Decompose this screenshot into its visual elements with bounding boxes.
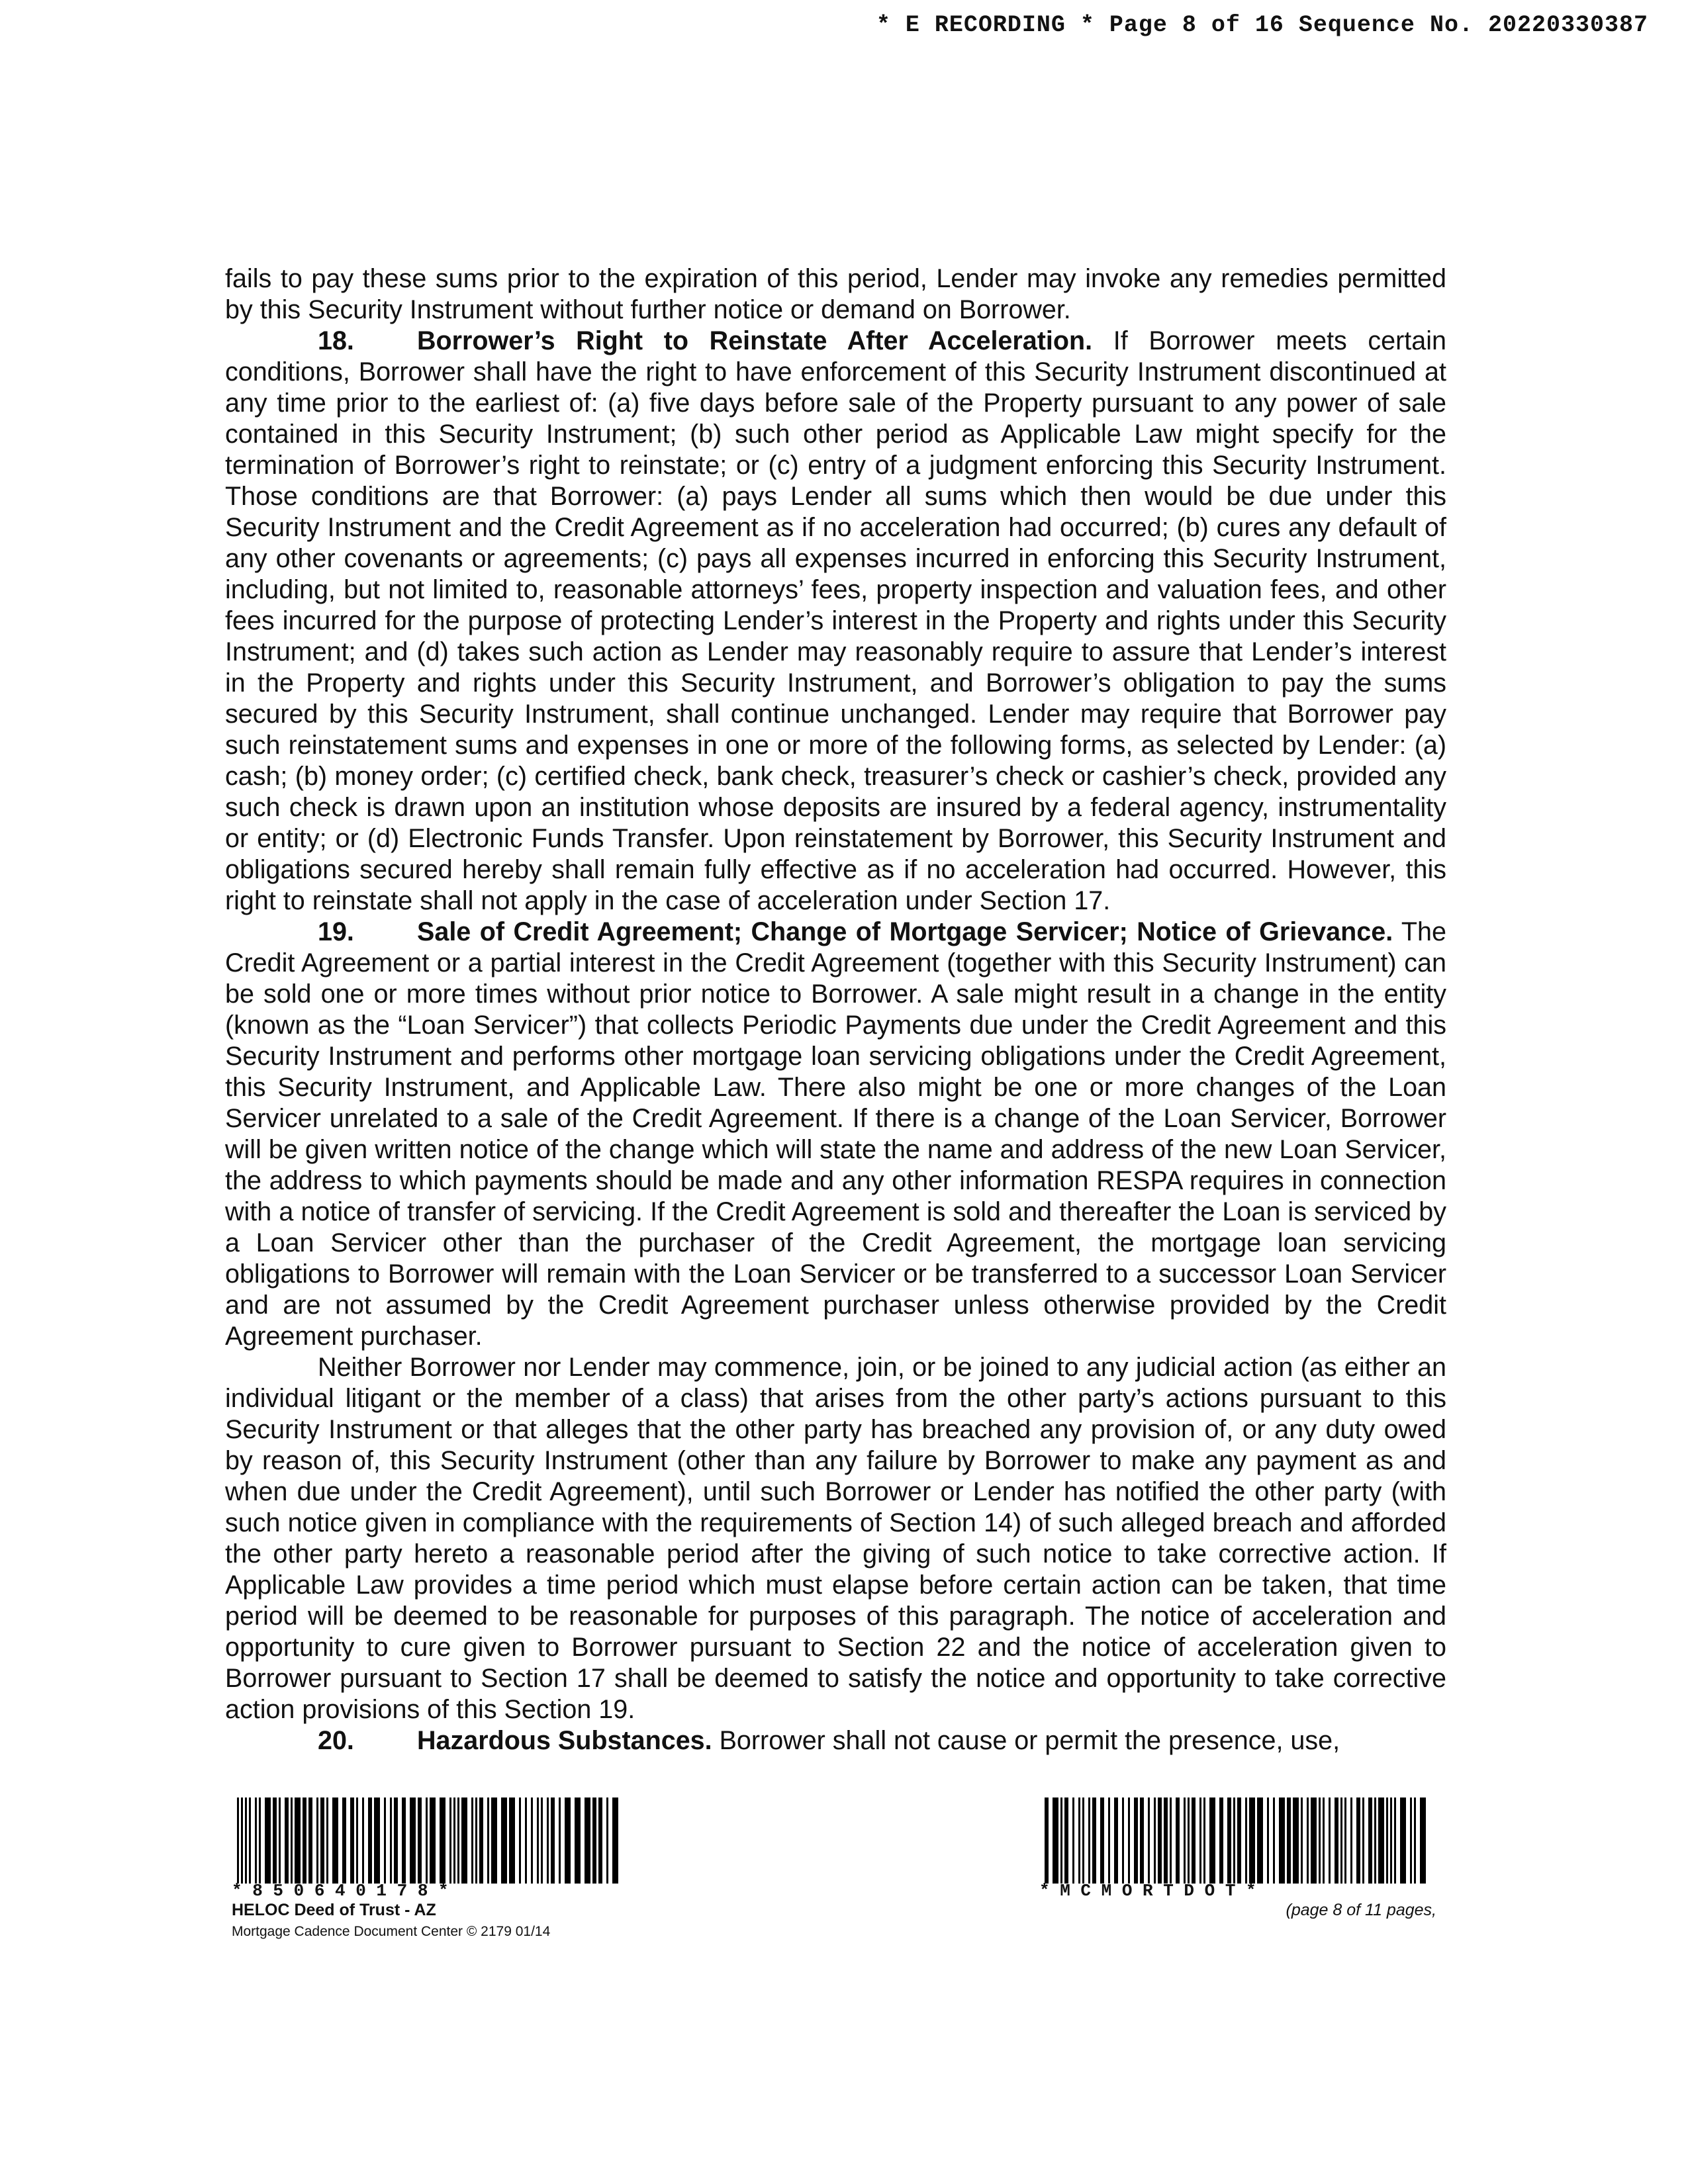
barcode-bar xyxy=(487,1797,489,1884)
barcode-bar xyxy=(491,1797,497,1884)
barcode-bar xyxy=(1060,1797,1062,1884)
barcode-bar xyxy=(525,1797,527,1884)
barcode-bar xyxy=(1184,1797,1186,1884)
barcode-bar xyxy=(440,1797,445,1884)
barcode-bar xyxy=(1128,1797,1130,1884)
barcode-bar xyxy=(1249,1797,1255,1884)
barcode-bar xyxy=(1245,1797,1247,1884)
barcode-bar xyxy=(1140,1797,1144,1884)
barcode-bar xyxy=(390,1797,392,1884)
section-19-text: The Credit Agreement or a partial interest in the Credit Agreement (together with this Security Instrument) can be sold one or more times without prior notice to Borrower. A sale might result in a change in the entity (known as the “Loan Servicer”) that collects Periodic Payments due under the Credit Agreement and this Security Instrument and performs other mortgage loan servicing obligations under the Credit Agreement, this Security Instrument, and Applicable Law. There also might be one or more changes of the Loan Servicer unrelated to a sale of the Credit Agreement. If there is a change of the Loan Servicer, Borrower will be given written notice of the change which will state the name and address of the new Loan Servicer, the address to which payments should be made and any other information RESPA requires in connection with a notice of transfer of servicing. If the Credit Agreement is sold and thereafter the Loan is serviced by a Loan Servicer other than the purchaser of the Credit Agreement, the mortgage loan servicing obligations to Borrower will remain with the Loan Servicer or be transferred to a successor Loan Servicer and are not assumed by the Credit Agreement purchaser unless otherwise provided by the Credit Agreement purchaser. xyxy=(225,917,1446,1351)
barcode-bar xyxy=(547,1797,549,1884)
barcode-bar xyxy=(320,1797,324,1884)
barcode-bar xyxy=(1199,1797,1201,1884)
barcode-bar xyxy=(606,1797,608,1884)
barcode-bar xyxy=(1410,1797,1412,1884)
barcode-bar xyxy=(1114,1797,1118,1884)
barcode-bar xyxy=(1203,1797,1205,1884)
section-18-heading: Borrower’s Right to Reinstate After Acceleration. xyxy=(417,326,1093,355)
barcode-right-graphic xyxy=(1039,1797,1436,1884)
barcode-bar xyxy=(308,1797,312,1884)
barcode-bar xyxy=(410,1797,416,1884)
barcode-bar xyxy=(519,1797,521,1884)
barcode-bar xyxy=(1164,1797,1168,1884)
barcode-left-text: * 8 5 0 6 4 0 1 7 8 * xyxy=(232,1881,449,1901)
barcode-bar xyxy=(1122,1797,1124,1884)
barcode-bar xyxy=(342,1797,346,1884)
barcode-bar xyxy=(255,1797,257,1884)
footer-left xyxy=(232,1797,629,1940)
footer-right xyxy=(1039,1797,1436,1920)
barcode-bar xyxy=(1267,1797,1269,1884)
section-19 xyxy=(225,917,1446,1352)
barcode-bar xyxy=(418,1797,422,1884)
barcode-bar xyxy=(1176,1797,1180,1884)
barcode-bar xyxy=(1154,1797,1156,1884)
barcode-bar xyxy=(1301,1797,1303,1884)
barcode-bar xyxy=(1219,1797,1223,1884)
barcode-bar xyxy=(374,1797,380,1884)
paragraph-continuation: fails to pay these sums prior to the expiration of this period, Lender may invoke any remedies permitted by this Security Instrument without further notice or demand on Borrower. xyxy=(225,264,1446,324)
barcode-bar xyxy=(501,1797,507,1884)
barcode-bar xyxy=(1209,1797,1215,1884)
barcode-bar xyxy=(1293,1797,1299,1884)
barcode-bar xyxy=(1064,1797,1068,1884)
barcode-bar xyxy=(598,1797,602,1884)
recording-header: * E RECORDING * Page 8 of 16 Sequence No. 20220330387 xyxy=(876,12,1648,38)
page-note: (page 8 of 11 pages, xyxy=(1286,1901,1436,1919)
section-19-paragraph-2: Neither Borrower nor Lender may commence, join, or be joined to any judicial action (as either an individual litigant or the member of a class) that arises from the other party’s actions pursuant to this Security Instrument or that alleges that the other party has breached any provision of, or any duty owed by reason of, this Security Instrument (other than any failure by Borrower to make any payment as and when due under the Credit Agreement), until such Borrower or Lender has notified the other party (with such notice given in compliance with the requirements of Section 14) of such alleged breach and afforded the other party hereto a reasonable period after the giving of such notice to take corrective action. If Applicable Law provides a time period which must elapse before certain action can be taken, that time period will be deemed to be reasonable for purposes of this paragraph. The notice of acceleration and opportunity to cure given to Borrower pursuant to Section 22 and the notice of acceleration given to Borrower pursuant to Section 17 shall be deemed to satisfy the notice and opportunity to take corrective action provisions of this Section 19. xyxy=(225,1353,1446,1724)
section-20-heading: Hazardous Substances. xyxy=(417,1726,712,1755)
barcode-bar xyxy=(326,1797,328,1884)
barcode-bar xyxy=(265,1797,271,1884)
barcode-bar xyxy=(384,1797,386,1884)
barcode-bar xyxy=(1368,1797,1372,1884)
barcode-bar xyxy=(453,1797,455,1884)
barcode-bar xyxy=(1134,1797,1138,1884)
barcode-bar xyxy=(1350,1797,1352,1884)
section-18-text: If Borrower meets certain conditions, Borrower shall have the right to have enforcement of this Security Instrument discontinued at any time prior to the earliest of: (a) five days before sale of the Property pursuant to any power of sale contained in this Security Instrument; (b) such other period as Applicable Law might specify for the termination of Borrower’s right to reinstate; or (c) entry of a judgment enforcing this Security Instrument. Those conditions are that Borrower: (a) pays Lender all sums which then would be due under this Security Instrument and the Credit Agreement as if no acceleration had occurred; (b) cures any default of any other covenants or agreements; (c) pays all expenses incurred in enforcing this Security Instrument, including, but not limited to, reasonable attorneys’ fees, property inspection and valuation fees, and other fees incurred for the purpose of protecting Lender’s interest in the Property and rights under this Security Instrument; and (d) takes such action as Lender may reasonably require to assure that Lender’s interest in the Property and rights under this Security Instrument, and Borrower’s obligation to pay the sums secured by this Security Instrument, shall continue unchanged. Lender may require that Borrower pay such reinstatement sums and expenses in one or more of the following forms, as selected by Lender: (a) cash; (b) money order; (c) certified check, bank check, treasurer’s check or cashier’s check, provided any such check is drawn upon an institution whose deposits are insured by a federal agency, instrumentality or entity; or (d) Electronic Funds Transfer. Upon reinstatement by Borrower, this Security Instrument and obligations secured hereby shall remain fully effective as if no acceleration had occurred. However, this right to reinstate shall not apply in the case of acceleration under Section 17. xyxy=(225,326,1446,915)
section-20-text: Borrower shall not cause or permit the presence, use, xyxy=(712,1726,1340,1755)
barcode-bar xyxy=(394,1797,398,1884)
barcode-bar xyxy=(1279,1797,1285,1884)
barcode-bar xyxy=(585,1797,590,1884)
barcode-bar xyxy=(303,1797,306,1884)
barcode-bar xyxy=(592,1797,596,1884)
barcode-bar xyxy=(1340,1797,1342,1884)
barcode-bar xyxy=(1108,1797,1110,1884)
barcode-bar xyxy=(273,1797,277,1884)
barcode-bar xyxy=(1082,1797,1084,1884)
form-subtitle: Mortgage Cadence Document Center © 2179 01/14 xyxy=(232,1924,551,1939)
barcode-bar xyxy=(1078,1797,1080,1884)
barcode-bar xyxy=(575,1797,581,1884)
barcode-bar xyxy=(1394,1797,1396,1884)
barcode-bar xyxy=(559,1797,561,1884)
barcode-bar xyxy=(1329,1797,1331,1884)
barcode-bar xyxy=(1386,1797,1388,1884)
barcode-bar xyxy=(1053,1797,1058,1884)
form-title: HELOC Deed of Trust - AZ xyxy=(232,1901,436,1919)
barcode-bar xyxy=(1072,1797,1074,1884)
barcode-bar xyxy=(316,1797,318,1884)
barcode-bar xyxy=(461,1797,467,1884)
section-18 xyxy=(225,326,1446,917)
barcode-right-text: * M C M O R T D O T * xyxy=(1039,1881,1256,1901)
barcode-bar xyxy=(612,1797,618,1884)
section-20-number: 20. xyxy=(318,1726,354,1755)
section-19-heading: Sale of Credit Agreement; Change of Mortgage Servicer; Notice of Grievance. xyxy=(417,917,1393,946)
barcode-bar xyxy=(1273,1797,1275,1884)
barcode-bar xyxy=(285,1797,289,1884)
barcode-bar xyxy=(1374,1797,1376,1884)
barcode-bar xyxy=(541,1797,543,1884)
barcode-bar xyxy=(537,1797,539,1884)
barcode-bar xyxy=(1378,1797,1384,1884)
barcode-bar xyxy=(475,1797,477,1884)
barcode-bar xyxy=(1335,1797,1338,1884)
barcode-bar xyxy=(1188,1797,1190,1884)
barcode-bar xyxy=(1237,1797,1241,1884)
barcode-bar xyxy=(449,1797,451,1884)
barcode-bar xyxy=(1192,1797,1196,1884)
barcode-bar xyxy=(1045,1797,1049,1884)
barcode-bar xyxy=(279,1797,281,1884)
section-18-number: 18. xyxy=(318,326,354,355)
barcode-bar xyxy=(426,1797,428,1884)
barcode-bar xyxy=(259,1797,261,1884)
barcode-bar xyxy=(1287,1797,1291,1884)
barcode-bar xyxy=(1088,1797,1090,1884)
barcode-bar xyxy=(291,1797,293,1884)
barcode-bar xyxy=(1323,1797,1325,1884)
section-19-number: 19. xyxy=(318,917,354,946)
barcode-bar xyxy=(332,1797,338,1884)
barcode-bar xyxy=(241,1797,243,1884)
barcode-bar xyxy=(356,1797,358,1884)
barcode-bar xyxy=(402,1797,406,1884)
barcode-bar xyxy=(531,1797,533,1884)
barcode-left-graphic xyxy=(232,1797,629,1884)
barcode-bar xyxy=(1344,1797,1346,1884)
barcode-bar xyxy=(245,1797,247,1884)
barcode-bar xyxy=(1311,1797,1317,1884)
barcode-bar xyxy=(362,1797,364,1884)
barcode-bar xyxy=(1092,1797,1096,1884)
barcode-bar xyxy=(1420,1797,1426,1884)
barcode-bar xyxy=(1400,1797,1406,1884)
barcode-bar xyxy=(1414,1797,1416,1884)
barcode-bar xyxy=(1257,1797,1263,1884)
barcode-bar xyxy=(1148,1797,1150,1884)
barcode-bar xyxy=(551,1797,555,1884)
barcode-bar xyxy=(1362,1797,1364,1884)
barcode-bar xyxy=(471,1797,473,1884)
barcode-bar xyxy=(1356,1797,1360,1884)
barcode-bar xyxy=(350,1797,354,1884)
barcode-bar xyxy=(295,1797,301,1884)
barcode-bar xyxy=(1307,1797,1309,1884)
barcode-bar xyxy=(509,1797,515,1884)
barcode-bar xyxy=(249,1797,251,1884)
barcode-bar xyxy=(1233,1797,1235,1884)
barcode-bar xyxy=(1319,1797,1321,1884)
barcode-bar xyxy=(430,1797,436,1884)
barcode-bar xyxy=(1158,1797,1162,1884)
barcode-bar xyxy=(1227,1797,1231,1884)
barcode-bar xyxy=(1100,1797,1104,1884)
barcode-bar xyxy=(368,1797,372,1884)
barcode-bar xyxy=(237,1797,239,1884)
barcode-bar xyxy=(479,1797,483,1884)
barcode-bar xyxy=(457,1797,459,1884)
document-body xyxy=(225,263,1446,1756)
barcode-bar xyxy=(1390,1797,1392,1884)
section-20 xyxy=(225,1725,1446,1756)
barcode-bar xyxy=(1170,1797,1172,1884)
barcode-bar xyxy=(565,1797,571,1884)
